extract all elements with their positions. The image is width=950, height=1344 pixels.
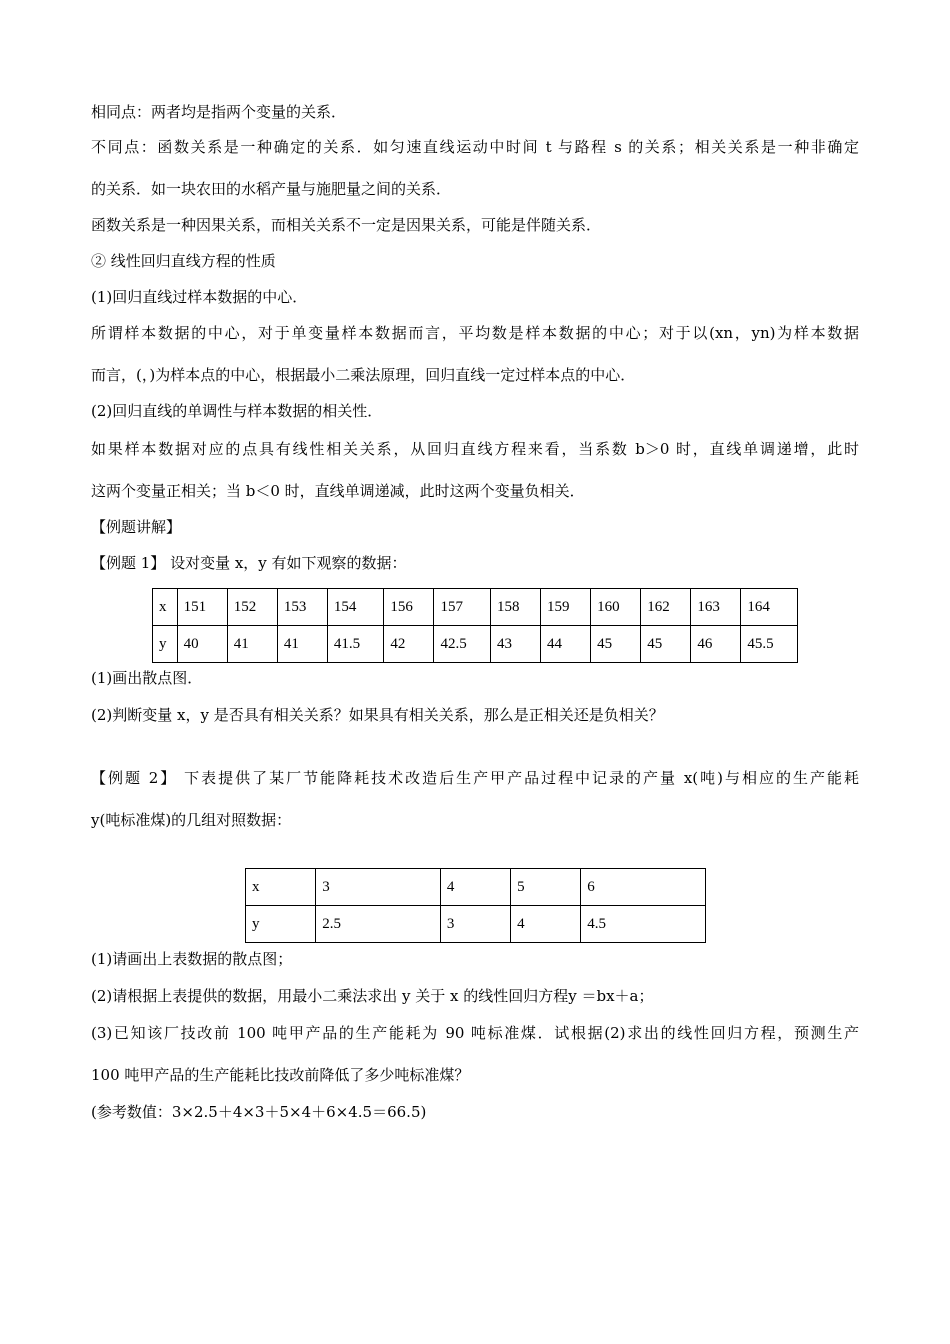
table-cell: 162 <box>641 589 691 626</box>
table-cell: 3 <box>316 869 441 906</box>
example-1-question-1: (1)画出散点图． <box>91 669 203 687</box>
paragraph-causal: 函数关系是一种因果关系，而相关关系不一定是因果关系，可能是伴随关系． <box>91 216 602 234</box>
table-cell: 45.5 <box>741 626 798 663</box>
table-cell: 163 <box>691 589 741 626</box>
reference-values: (参考数值：3×2.5＋4×3＋5×4＋6×4.5＝66.5) <box>91 1103 427 1121</box>
section-heading-regression: ② 线性回归直线方程的性质 <box>91 252 276 270</box>
example-2-question-2: (2)请根据上表提供的数据，用最小二乘法求出 y 关于 x 的线性回归方程y ＝bx＋a； <box>91 987 654 1005</box>
example-2-prompt: 【例题 2】 下表提供了某厂节能降耗技术改造后生产甲产品过程中记录的产量 x(吨)与相应的生产能耗 <box>91 769 859 787</box>
paragraph-monotonic: 如果样本数据对应的点具有线性相关关系，从回归直线方程来看，当系数 b＞0 时，直线单调递增，此时 <box>91 440 859 458</box>
table-cell: 153 <box>277 589 327 626</box>
table-cell: 41.5 <box>327 626 383 663</box>
table-cell: 40 <box>177 626 227 663</box>
table-row <box>153 589 798 626</box>
table-cell: 45 <box>591 626 641 663</box>
table-cell: 46 <box>691 626 741 663</box>
table-cell: 45 <box>641 626 691 663</box>
table-cell: 3 <box>440 906 510 943</box>
table-row <box>246 906 706 943</box>
table-cell: 160 <box>591 589 641 626</box>
table-cell: 158 <box>490 589 540 626</box>
paragraph-center-cont: 而言，(，)为样本点的中心，根据最小二乘法原理，回归直线一定过样本点的中心． <box>91 366 636 384</box>
table-row <box>246 869 706 906</box>
table-cell: 4 <box>511 906 581 943</box>
property-2-heading: (2)回归直线的单调性与样本数据的相关性． <box>91 402 383 420</box>
table-cell: 44 <box>541 626 591 663</box>
example-2-table <box>245 868 706 943</box>
table-row-header: x <box>153 589 178 626</box>
example-1-table <box>152 588 798 663</box>
table-row-header: x <box>246 869 316 906</box>
table-cell: 151 <box>177 589 227 626</box>
table-cell: 154 <box>327 589 383 626</box>
example-1-prompt: 【例题 1】 设对变量 x，y 有如下观察的数据： <box>91 554 407 572</box>
paragraph-center: 所谓样本数据的中心，对于单变量样本数据而言，平均数是样本数据的中心；对于以(xn，yn)为样本数据 <box>91 324 859 342</box>
paragraph-similarity: 相同点：两者均是指两个变量的关系． <box>91 103 347 121</box>
paragraph-difference-cont: 的关系．如一块农田的水稻产量与施肥量之间的关系． <box>91 180 452 198</box>
example-2-question-1: (1)请画出上表数据的散点图； <box>91 950 293 968</box>
table-cell: 42.5 <box>434 626 490 663</box>
table-row <box>153 626 798 663</box>
example-2-question-3: (3)已知该厂技改前 100 吨甲产品的生产能耗为 90 吨标准煤．试根据(2)求出的线性回归方程，预测生产 <box>91 1024 859 1042</box>
table-row-header: y <box>246 906 316 943</box>
table-cell: 159 <box>541 589 591 626</box>
example-2-question-3-cont: 100 吨甲产品的生产能耗比技改前降低了多少吨标准煤？ <box>91 1066 470 1084</box>
table-cell: 5 <box>511 869 581 906</box>
paragraph-difference: 不同点：函数关系是一种确定的关系．如匀速直线运动中时间 t 与路程 s 的关系；相关关系是一种非确定 <box>91 138 859 156</box>
table-cell: 164 <box>741 589 798 626</box>
table-cell: 43 <box>490 626 540 663</box>
table-cell: 41 <box>227 626 277 663</box>
table-cell: 41 <box>277 626 327 663</box>
table-cell: 4 <box>440 869 510 906</box>
example-1-question-2: (2)判断变量 x，y 是否具有相关关系？如果具有相关关系，那么是正相关还是负相关？ <box>91 706 664 724</box>
table-cell: 156 <box>384 589 434 626</box>
example-2-prompt-cont: y(吨标准煤)的几组对照数据： <box>91 811 292 829</box>
table-cell: 2.5 <box>316 906 441 943</box>
table-row-header: y <box>153 626 178 663</box>
table-cell: 6 <box>581 869 706 906</box>
table-cell: 4.5 <box>581 906 706 943</box>
table-cell: 152 <box>227 589 277 626</box>
table-cell: 157 <box>434 589 490 626</box>
examples-heading: 【例题讲解】 <box>91 518 182 536</box>
paragraph-monotonic-cont: 这两个变量正相关；当 b＜0 时，直线单调递减，此时这两个变量负相关． <box>91 482 585 500</box>
table-cell: 42 <box>384 626 434 663</box>
property-1-heading: (1)回归直线过样本数据的中心． <box>91 288 308 306</box>
